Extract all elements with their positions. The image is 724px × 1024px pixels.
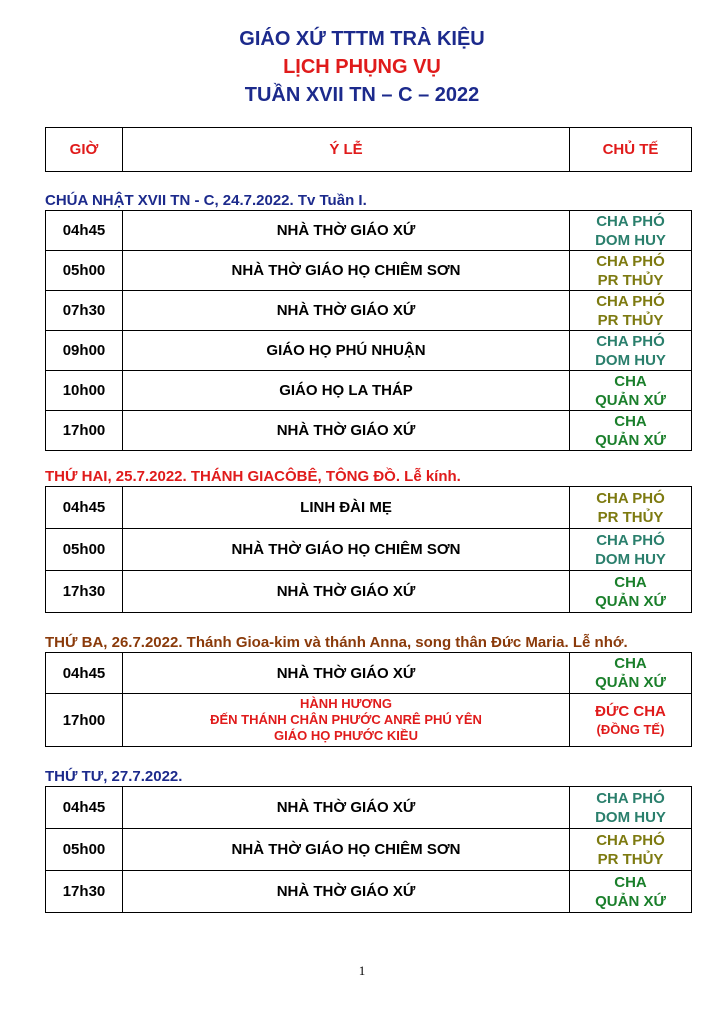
schedule-title: LỊCH PHỤNG VỤ [283, 56, 441, 78]
celebrant-line1: CHA [614, 372, 647, 390]
table-row [46, 529, 692, 571]
celebrant-cell [570, 829, 692, 871]
parish-title: GIÁO XỨ TTTM TRÀ KIỆU [239, 28, 485, 50]
celebrant-line2: (ĐỒNG TẾ) [596, 722, 665, 737]
schedule-table-monday [45, 486, 692, 613]
time-cell: 04h45 [46, 787, 123, 829]
celebrant-cell [570, 291, 692, 331]
celebrant-cell [570, 694, 692, 747]
schedule-table-wednesday [45, 786, 692, 913]
place-cell: NHÀ THỜ GIÁO HỌ CHIÊM SƠN [123, 251, 570, 291]
table-row [46, 787, 692, 829]
celebrant-cell [570, 331, 692, 371]
celebrant-cell [570, 871, 692, 913]
celebrant-line2: PR THỦY [597, 311, 664, 329]
pilgrimage-line2: ĐẾN THÁNH CHÂN PHƯỚC ANRÊ PHÚ YÊN [210, 712, 482, 727]
celebrant-line1: CHA PHÓ [596, 831, 665, 849]
celebrant-line1: CHA PHÓ [596, 531, 665, 549]
celebrant-cell [570, 529, 692, 571]
time-cell: 17h30 [46, 571, 123, 613]
celebrant-line2: QUẢN XỨ [595, 892, 666, 910]
day-title-monday: THỨ HAI, 25.7.2022. THÁNH GIACÔBÊ, TÔNG ĐỒ. Lễ kính. [45, 468, 461, 485]
table-row [46, 871, 692, 913]
time-cell: 04h45 [46, 653, 123, 694]
place-cell: NHÀ THỜ GIÁO XỨ [123, 787, 570, 829]
place-cell: LINH ĐÀI MẸ [123, 487, 570, 529]
celebrant-cell [570, 251, 692, 291]
time-cell: 05h00 [46, 829, 123, 871]
schedule-table-sunday [45, 210, 692, 451]
celebrant-line2: QUẢN XỨ [595, 391, 666, 409]
celebrant-line1: CHA [614, 412, 647, 430]
celebrant-line2: DOM HUY [595, 550, 666, 568]
celebrant-line1: CHA [614, 873, 647, 891]
pilgrimage-line3: GIÁO HỌ PHƯỚC KIỀU [274, 728, 418, 743]
table-row [46, 487, 692, 529]
celebrant-line2: DOM HUY [595, 351, 666, 369]
place-cell: NHÀ THỜ GIÁO XỨ [123, 871, 570, 913]
celebrant-line1: CHA [614, 573, 647, 591]
pilgrimage-cell [123, 694, 570, 747]
celebrant-line2: QUẢN XỨ [595, 592, 666, 610]
celebrant-cell [570, 787, 692, 829]
celebrant-line2: QUẢN XỨ [595, 431, 666, 449]
place-cell: GIÁO HỌ PHÚ NHUẬN [123, 331, 570, 371]
time-cell: 05h00 [46, 251, 123, 291]
celebrant-line1: CHA PHÓ [596, 212, 665, 230]
time-cell: 17h00 [46, 694, 123, 747]
time-cell: 04h45 [46, 487, 123, 529]
header-table [45, 127, 692, 172]
place-cell: NHÀ THỜ GIÁO HỌ CHIÊM SƠN [123, 529, 570, 571]
celebrant-line2: DOM HUY [595, 231, 666, 249]
celebrant-line1: CHA PHÓ [596, 789, 665, 807]
celebrant-line1: CHA PHÓ [596, 332, 665, 350]
table-row [46, 411, 692, 451]
place-cell: NHÀ THỜ GIÁO XỨ [123, 653, 570, 694]
column-time-header: GIỜ [46, 128, 123, 172]
place-cell: NHÀ THỜ GIÁO HỌ CHIÊM SƠN [123, 829, 570, 871]
page-number: 1 [358, 963, 366, 978]
table-row [46, 829, 692, 871]
place-cell: NHÀ THỜ GIÁO XỨ [123, 291, 570, 331]
time-cell: 10h00 [46, 371, 123, 411]
time-cell: 07h30 [46, 291, 123, 331]
celebrant-line1: CHA PHÓ [596, 252, 665, 270]
celebrant-line1: CHA [614, 655, 647, 672]
celebrant-line1: ĐỨC CHA [595, 703, 666, 720]
time-cell: 09h00 [46, 331, 123, 371]
place-cell: NHÀ THỜ GIÁO XỨ [123, 571, 570, 613]
celebrant-cell [570, 571, 692, 613]
day-title-sunday: CHÚA NHẬT XVII TN - C, 24.7.2022. Tv Tuần I. [45, 192, 367, 209]
table-row [46, 211, 692, 251]
table-row [46, 571, 692, 613]
time-cell: 04h45 [46, 211, 123, 251]
time-cell: 17h30 [46, 871, 123, 913]
place-cell: GIÁO HỌ LA THÁP [123, 371, 570, 411]
celebrant-line2: PR THỦY [597, 850, 664, 868]
celebrant-cell [570, 653, 692, 694]
week-title: TUẦN XVII TN – C – 2022 [244, 84, 480, 106]
celebrant-line2: DOM HUY [595, 808, 666, 826]
day-title-wednesday: THỨ TƯ, 27.7.2022. [45, 768, 183, 785]
celebrant-line1: CHA PHÓ [596, 292, 665, 310]
pilgrimage-line1: HÀNH HƯƠNG [300, 696, 392, 711]
place-cell: NHÀ THỜ GIÁO XỨ [123, 411, 570, 451]
celebrant-cell [570, 411, 692, 451]
celebrant-line2: QUẢN XỨ [595, 674, 666, 691]
time-cell: 05h00 [46, 529, 123, 571]
time-cell: 17h00 [46, 411, 123, 451]
table-row [46, 291, 692, 331]
day-title-tuesday: THỨ BA, 26.7.2022. Thánh Gioa-kim và thánh Anna, song thân Đức Maria. Lễ nhớ. [45, 634, 628, 651]
place-cell: NHÀ THỜ GIÁO XỨ [123, 211, 570, 251]
table-row [46, 694, 692, 747]
table-row [46, 653, 692, 694]
column-intention-header: Ý LỄ [123, 128, 570, 172]
table-row [46, 251, 692, 291]
table-row [46, 331, 692, 371]
celebrant-line1: CHA PHÓ [596, 489, 665, 507]
celebrant-cell [570, 371, 692, 411]
celebrant-line2: PR THỦY [597, 271, 664, 289]
column-celebrant-header: CHỦ TẾ [570, 128, 692, 172]
schedule-table-tuesday [45, 652, 692, 747]
table-row [46, 371, 692, 411]
celebrant-cell [570, 487, 692, 529]
celebrant-cell [570, 211, 692, 251]
celebrant-line2: PR THỦY [597, 508, 664, 526]
